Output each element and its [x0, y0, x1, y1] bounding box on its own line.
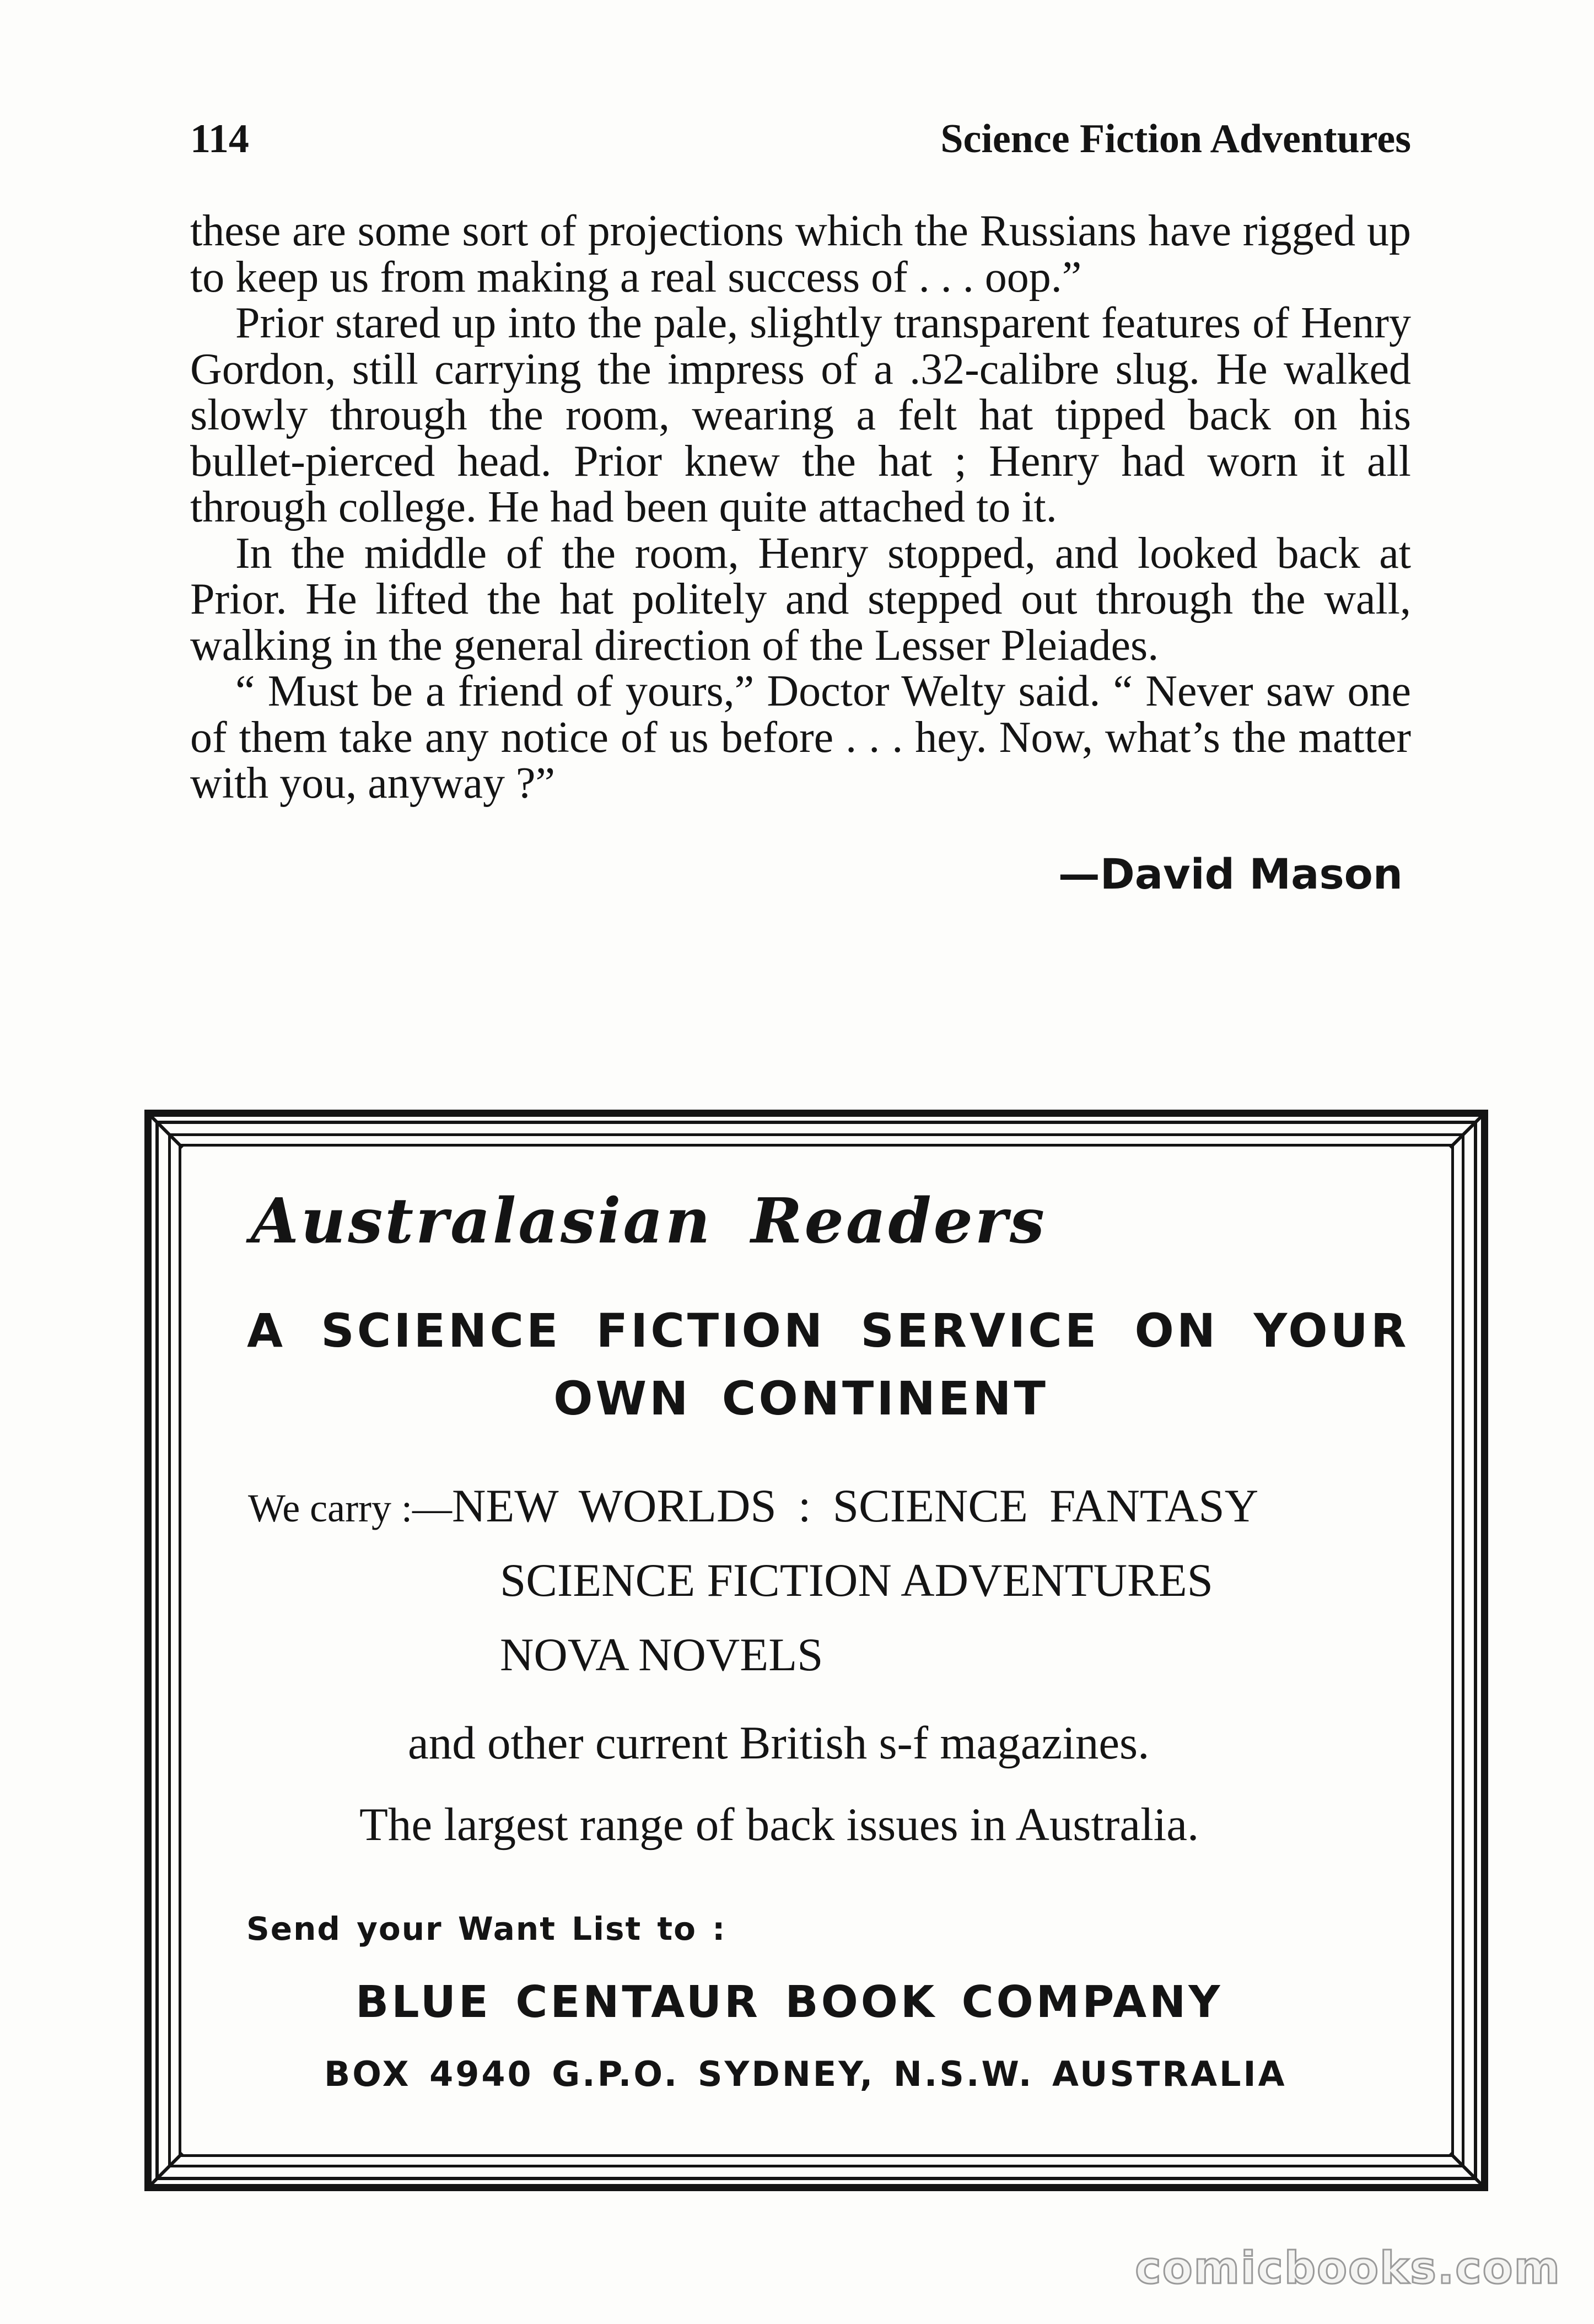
ad-carry-title: NEW WORLDS : SCIENCE FANTASY	[452, 1480, 1259, 1532]
watermark: comicbooks.com	[1135, 2242, 1561, 2294]
frame-corner-ornament	[152, 1117, 185, 1150]
frame-corner-ornament	[152, 2151, 185, 2184]
running-header	[190, 116, 1411, 162]
ad-heading	[251, 1185, 1047, 1257]
frame-corner-ornament	[1448, 1117, 1481, 1150]
ad-other-magazines: and other current British s-f magazines.	[408, 1717, 1150, 1769]
page-number: 114	[190, 116, 249, 162]
ad-address: BOX 4940 G.P.O. SYDNEY, N.S.W. AUSTRALIA	[324, 2054, 1287, 2094]
ad-heading-word: Readers	[751, 1185, 1047, 1257]
story-paragraph: these are some sort of projections which the Russians have rigged up to keep us from making a real success of . . . oop.”	[190, 207, 1411, 302]
ad-heading-word: Australasian	[251, 1185, 713, 1257]
author-byline: —David Mason	[1058, 849, 1403, 899]
story-paragraph: Prior stared up into the pale, slightly transparent features of Henry Gordon, still carrying the impress of a .32-calibre slug. He walked slowly through the room, wearing a felt hat tipped back on his bullet-pierced head. Prior knew the hat ; Henry had worn it all through college. He had been quite attached to it.	[190, 299, 1411, 531]
ad-carry-title: SCIENCE FICTION ADVENTURES	[500, 1554, 1213, 1606]
ad-tagline-text: A SCIENCE FICTION SERVICE ON YOUR	[247, 1304, 1409, 1358]
ad-back-issues: The largest range of back issues in Australia.	[359, 1799, 1199, 1850]
ad-carry-line	[248, 1480, 1259, 1532]
running-title: Science Fiction Adventures	[940, 116, 1411, 162]
story-text	[190, 208, 1411, 807]
ad-send-list: Send your Want List to :	[246, 1910, 726, 1948]
ad-carry-prefix: We carry :—	[248, 1486, 453, 1530]
story-paragraph: In the middle of the room, Henry stopped, and looked back at Prior. He lifted the hat politely and stepped out through the wall, walking in the general direction of the Lesser Pleiades.	[190, 529, 1411, 670]
story-paragraph: “ Must be a friend of yours,” Doctor Welty said. “ Never saw one of them take any notice of us before . . . hey. Now, what’s the matter with you, anyway ?”	[190, 667, 1411, 808]
ad-tagline-line2: OWN CONTINENT	[553, 1371, 1048, 1425]
frame-corner-ornament	[1448, 2151, 1481, 2184]
ad-tagline-line1	[247, 1304, 1409, 1358]
ad-company-name: BLUE CENTAUR BOOK COMPANY	[356, 1977, 1223, 2027]
ad-carry-title: NOVA NOVELS	[500, 1629, 823, 1681]
